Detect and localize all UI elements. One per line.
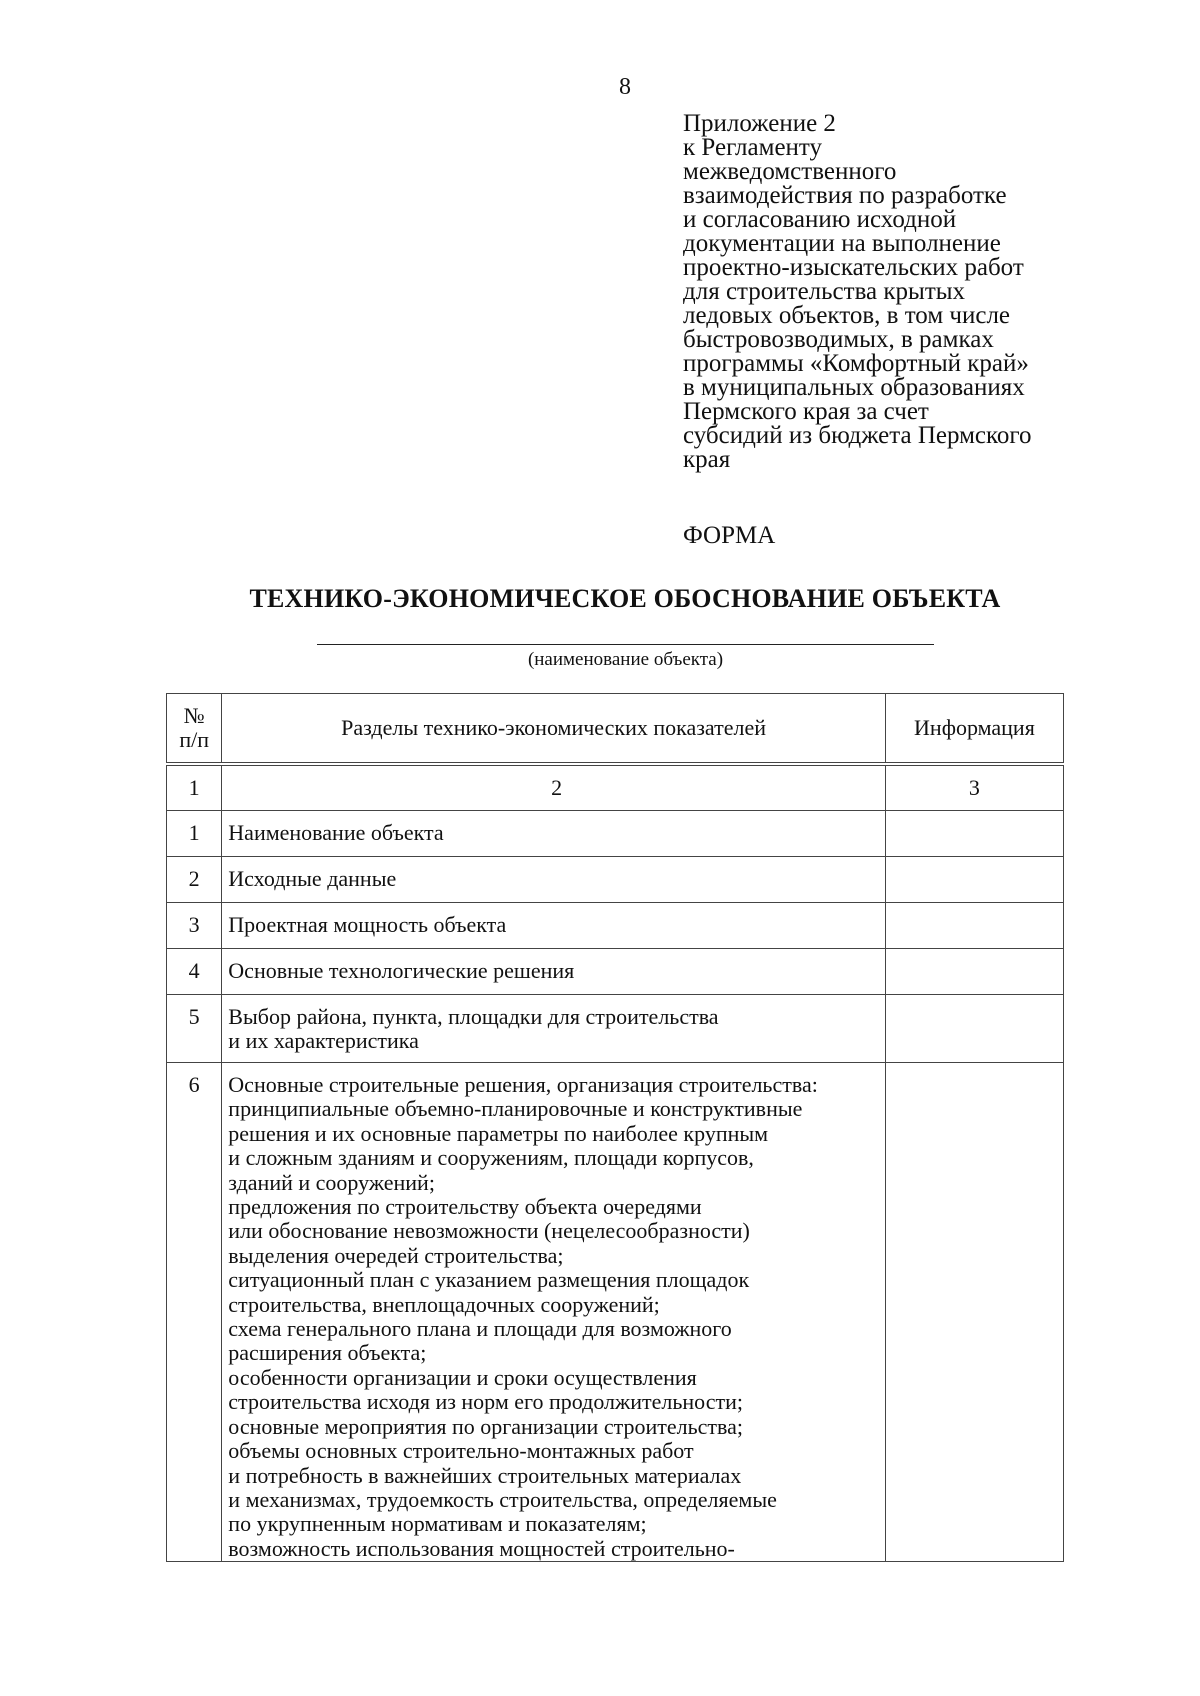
row-info [885, 903, 1063, 949]
row-section-line: строительства исходя из норм его продолжительности; [228, 1389, 743, 1415]
row-section-line: зданий и сооружений; [228, 1169, 435, 1195]
row-section-line: по укрупненным нормативам и показателям; [228, 1511, 647, 1537]
table-row [167, 857, 1064, 903]
appendix-line: к Регламенту [683, 134, 823, 161]
table-row [167, 903, 1064, 949]
row-section-line: решения и их основные параметры по наиболее крупным [228, 1120, 769, 1146]
row-section: Проектная мощность объекта [222, 903, 886, 949]
row-section-line: предложения по строительству объекта очередями [228, 1194, 702, 1220]
row-section-line: ситуационный план с указанием размещения площадок [228, 1267, 750, 1293]
table-row [167, 995, 1064, 1063]
table-row [167, 949, 1064, 995]
page-number: 8 [619, 74, 631, 100]
appendix-line: быстровозводимых, в рамках [683, 326, 994, 353]
row-section-line: особенности организации и сроки осуществления [228, 1364, 697, 1390]
row-info [885, 995, 1063, 1063]
row-section: Основные технологические решения [222, 949, 886, 995]
object-name-caption: (наименование объекта) [527, 649, 724, 670]
header-section: Разделы технико-экономических показателей [222, 694, 886, 765]
header-info: Информация [885, 694, 1063, 765]
appendix-line: субсидий из бюджета Пермского [683, 422, 1032, 449]
appendix-line: края [683, 446, 731, 473]
row-number: 4 [167, 949, 222, 995]
row-number: 2 [167, 857, 222, 903]
row-section-line: и механизмах, трудоемкость строительства, определяемые [228, 1486, 777, 1512]
appendix-line: в муниципальных образованиях [683, 374, 1025, 401]
appendix-line: и согласованию исходной [683, 206, 957, 233]
row-section [222, 995, 886, 1063]
appendix-line: Приложение 2 [683, 110, 836, 137]
row-section-line: Выбор района, пункта, площадки для строительства [228, 1004, 719, 1029]
header-number [167, 694, 222, 765]
row-section-line: возможность использования мощностей строительно- [228, 1535, 735, 1561]
row-section-line: расширения объекта; [228, 1340, 427, 1366]
row-section [222, 1063, 886, 1562]
row-section-line: и их характеристика [228, 1028, 419, 1054]
header-number-abbr: п/п [179, 727, 209, 752]
row-info [885, 811, 1063, 857]
row-number: 1 [167, 811, 222, 857]
indicators-table [166, 693, 1064, 1562]
row-number: 5 [167, 995, 222, 1063]
row-number: 3 [167, 903, 222, 949]
row-section-line: объемы основных строительно-монтажных работ [228, 1438, 694, 1464]
row-section-line: схема генерального плана и площади для возможного [228, 1316, 732, 1342]
column-number: 1 [167, 764, 222, 811]
row-section: Исходные данные [222, 857, 886, 903]
appendix-line: ледовых объектов, в том числе [683, 302, 1011, 329]
appendix-block [683, 112, 1103, 472]
row-section-line: выделения очередей строительства; [228, 1242, 564, 1268]
form-label: ФОРМА [683, 522, 776, 549]
row-section-line: и сложным зданиям и сооружениям, площади корпусов, [228, 1145, 754, 1171]
appendix-line: для строительства крытых [683, 278, 966, 305]
row-section-line: или обоснование невозможности (нецелесообразности) [228, 1218, 750, 1244]
column-number: 3 [885, 764, 1063, 811]
column-number: 2 [222, 764, 886, 811]
header-number-sign: № [183, 702, 205, 728]
row-info [885, 949, 1063, 995]
appendix-line: взаимодействия по разработке [683, 182, 1007, 209]
row-section-line: основные мероприятия по организации строительства; [228, 1413, 743, 1439]
row-number: 6 [167, 1063, 222, 1562]
row-info [885, 1063, 1063, 1562]
document-title: ТЕХНИКО-ЭКОНОМИЧЕСКОЕ ОБОСНОВАНИЕ ОБЪЕКТА [249, 584, 1001, 613]
table-row [167, 1063, 1064, 1562]
row-section-line: Основные строительные решения, организация строительства: [228, 1072, 818, 1097]
object-name-line [317, 644, 934, 645]
row-section: Наименование объекта [222, 811, 886, 857]
row-section-line: и потребность в важнейших строительных материалах [228, 1462, 742, 1488]
appendix-line: программы «Комфортный край» [683, 350, 1029, 377]
table-header-row [167, 694, 1064, 765]
appendix-line: документации на выполнение [683, 230, 1001, 257]
table-row [167, 811, 1064, 857]
row-info [885, 857, 1063, 903]
appendix-line: межведомственного [683, 158, 897, 185]
column-numbers-row [167, 764, 1064, 811]
row-section-line: принципиальные объемно-планировочные и конструктивные [228, 1096, 803, 1122]
appendix-line: Пермского края за счет [683, 398, 929, 425]
row-section-line: строительства, внеплощадочных сооружений; [228, 1291, 660, 1317]
appendix-line: проектно-изыскательских работ [683, 254, 1024, 281]
